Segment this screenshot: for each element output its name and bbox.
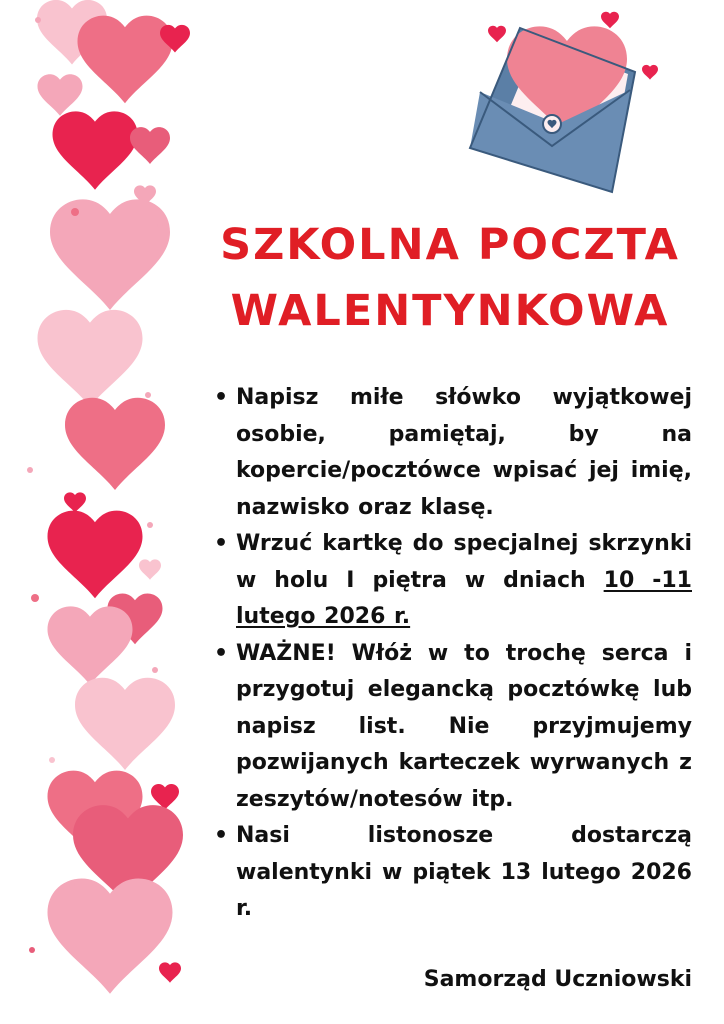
bullet-text: Napisz miłe słówko wyjątkowej osobie, pamiętaj, by na kopercie/pocztówce wpisać jej imię, nazwisko oraz klasę. [236,385,692,520]
bullet-text: Nasi listonosze dostarczą walentynki w piątek 13 lutego 2026 r. [236,823,692,921]
list-item [212,636,692,819]
envelope-with-heart-icon [470,12,658,192]
signature: Samorząd Uczniowski [423,967,692,992]
bullet-text: WAŻNE! Włóż w to trochę serca i przygotuj elegancką pocztówkę lub napisz list. Nie przyjmujemy pozwijanych karteczek wyrwanych z zeszytów/notesów itp. [236,640,692,812]
list-item [212,526,692,636]
date-range-underlined: 10 -11 lutego 2026 r. [236,567,692,629]
page-title-line-2: WALENTYNKOWA [230,286,670,336]
page-title-line-1: SZKOLNA POCZTA [220,220,680,270]
list-item [212,380,692,526]
instructions-list [212,380,692,928]
list-item [212,818,692,928]
left-hearts-border [27,0,190,994]
bullet-text: Wrzuć kartkę do specjalnej skrzynki w holu I piętra w dniach [236,531,692,593]
